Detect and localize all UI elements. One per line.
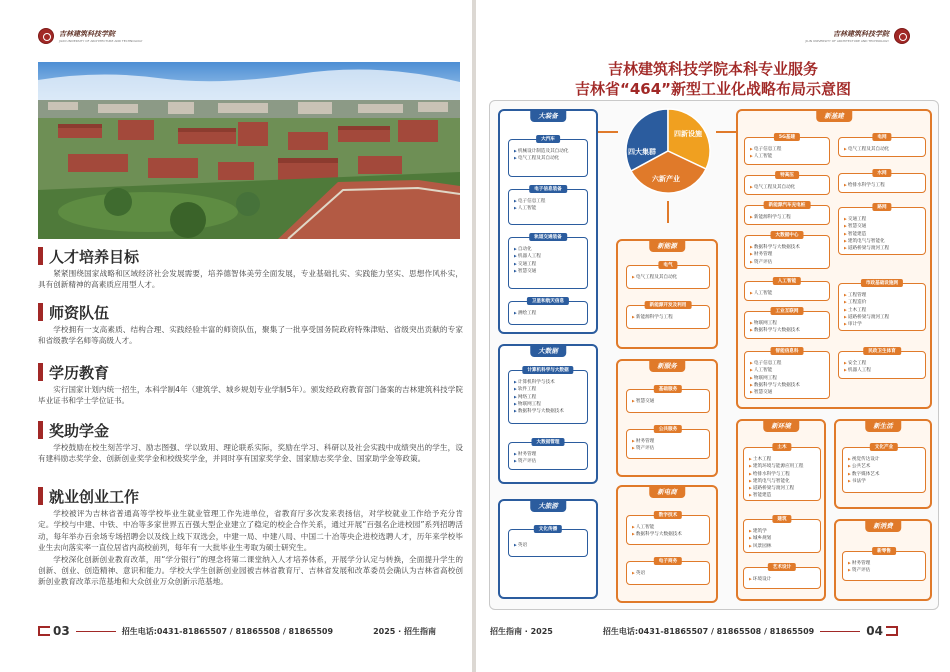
list-item: ▶ 人工智能: [632, 524, 706, 531]
list-item: ▶ 计算机科学与技术: [514, 379, 584, 386]
list-item: ▶ 道路桥梁与渡河工程: [749, 485, 817, 492]
list-item: ▶ 交通工程: [844, 216, 922, 223]
section-title: 师资队伍: [49, 303, 110, 322]
list-item: ▶ 交通工程: [514, 261, 584, 268]
col-head: 新环境: [763, 419, 799, 432]
left-footer: [38, 624, 436, 638]
group-tag: 智能信息科: [771, 347, 804, 355]
col-new-energy: [616, 239, 718, 349]
group-box: [508, 139, 588, 177]
list-item: ▶ 电气工程及其自动化: [514, 155, 584, 162]
group-tag: 水网: [872, 169, 891, 177]
list-item: ▶ 道路桥梁与渡河工程: [844, 245, 922, 252]
list-item: ▶ 智能建造: [749, 492, 817, 499]
pie-label-clusters: 四大集群: [628, 148, 656, 156]
group-box: [626, 305, 710, 329]
group-tag: 数字技术: [654, 511, 682, 519]
col-big-tourism: [498, 499, 598, 599]
group-box: [838, 351, 926, 379]
list-item: ▶ 物联网工程: [514, 401, 584, 408]
col-new-infrastructure: [736, 109, 932, 409]
list-item: ▶ 环境设计: [749, 576, 817, 583]
group-tag: 基础服务: [654, 385, 682, 393]
section-body: 学校被评为吉林省普通高等学校毕业生就业管理工作先进单位，省教育厅多次发来表扬信，对学校就业工作给予充分肯定。学校与中建、中铁、中冶等多家世界五百强大型企业建立了稳定的校企合作关系，通过开展“百强名企进校园”系列招聘活动，每年举办百余场专场招聘会以及线上线下双选会，中建一局、中建八局、中国二十冶等央企进校选聘人才，历年来学校毕业生去向落实率一直位居省内高校前列，每年有一大批毕业生考取为硕士研究生。: [38, 509, 463, 553]
list-item: ▶ 工程造价: [844, 299, 922, 306]
group-box: [743, 447, 821, 501]
section-body: 学校拥有一支高素质、结构合理、实践经验丰富的师资队伍，聚集了一批享受国务院政府特殊津贴、省级突出贡献的专家和省级教学名师等高级人才。: [38, 325, 463, 346]
col-head: 新电商: [649, 485, 685, 498]
col-new-ecommerce: [616, 485, 718, 603]
group-tag: 电子信息装备: [529, 185, 567, 193]
group-tag: 工业互联网: [771, 307, 804, 315]
right-page: [476, 0, 950, 672]
list-item: ▶ 人工智能: [750, 153, 826, 160]
list-item: ▶ 英语: [632, 570, 706, 577]
group-tag: 新零售: [872, 547, 896, 555]
footer-phone: 招生电话:0431-81865507 / 81865508 / 81865509: [602, 626, 815, 636]
col-head: 大旅游: [530, 499, 566, 512]
section-title: 奖助学金: [49, 421, 110, 440]
group-tag: 电网: [872, 133, 891, 141]
list-item: ▶ 数据科学与大数据技术: [632, 531, 706, 538]
group-box: [508, 442, 588, 470]
group-tag: 新能源开发及利用: [645, 301, 692, 309]
col-head: 新能源: [649, 239, 685, 252]
group-box: [626, 515, 710, 545]
col-head: 大装备: [530, 109, 566, 122]
pie-label-industries: 六新产业: [652, 175, 680, 183]
col-new-consumption: [834, 519, 932, 601]
list-item: ▶ 人工智能: [750, 290, 826, 297]
diagram-subtitle: 吉林省“464”新型工业化战略布局示意图: [574, 80, 852, 98]
group-box: [508, 529, 588, 557]
group-box: [744, 351, 830, 399]
list-item: ▶ 机器人工程: [514, 253, 584, 260]
header-school-name: 吉林建筑科技学院: [59, 29, 115, 38]
list-item: ▶ 审计学: [844, 321, 922, 328]
group-box: [626, 429, 710, 459]
section-education: [38, 362, 463, 407]
list-item: ▶ 土木工程: [749, 456, 817, 463]
group-box: [508, 237, 588, 289]
campus-aerial-photo: [38, 62, 460, 239]
section-body: 紧紧围绕国家战略和区域经济社会发展需要，培养德智体美劳全面发展，专业基础扎实、实践能力坚实、思想作风朴实，具有创新精神的高素质应用型人才。: [38, 269, 463, 290]
list-item: ▶ 公共艺术: [848, 463, 922, 470]
group-box: [842, 551, 926, 581]
group-tag: 民政卫生体育: [863, 347, 901, 355]
section-title: 学历教育: [49, 363, 110, 382]
list-item: ▶ 软件工程: [514, 386, 584, 393]
group-box: [744, 281, 830, 301]
list-item: ▶ 电气工程及其自动化: [632, 274, 706, 281]
list-item: ▶ 城乡规划: [749, 535, 817, 542]
list-item: ▶ 数字媒体艺术: [848, 471, 922, 478]
col-head: 新生活: [865, 419, 901, 432]
group-box: [743, 567, 821, 589]
section-body: 学校鼓励在校生刻苦学习、励志图强、学以致用、理论联系实际，奖励在学习、科研以及社会实践中成绩突出的学生，设有建科励志奖学金、创新创业奖学金和校级奖学金，并同时享有国家奖学金、国家励志奖学金、国家助学金等政策。: [38, 443, 463, 464]
list-item: ▶ 新能源科学与工程: [632, 314, 706, 321]
school-seal-icon: [38, 28, 54, 44]
group-tag: 人工智能: [773, 277, 801, 285]
group-tag: 卫星和航天信息: [527, 297, 569, 305]
group-tag: 5G基建: [774, 133, 800, 141]
list-item: ▶ 物联网工程: [750, 320, 826, 327]
section-body: 实行国家计划内统一招生，本科学制4年（建筑学、城乡规划专业学制5年）。颁发经政府教育部门备案的吉林建筑科技学院毕业证书和学士学位证书。: [38, 385, 463, 406]
list-item: ▶ 网络工程: [514, 394, 584, 401]
col-new-life: [834, 419, 932, 509]
group-tag: 艺术设计: [768, 563, 796, 571]
group-tag: 建筑: [772, 515, 791, 523]
list-item: ▶ 财务管理: [632, 438, 706, 445]
list-item: ▶ 电子信息工程: [750, 360, 826, 367]
section-talent-goal: [38, 246, 463, 291]
list-item: ▶ 道路桥梁与渡河工程: [844, 314, 922, 321]
section-scholarship: [38, 420, 463, 465]
list-item: ▶ 数据科学与大数据技术: [750, 327, 826, 334]
list-item: ▶ 数据科学与大数据技术: [514, 408, 584, 415]
group-tag: 大汽车: [536, 135, 560, 143]
list-item: ▶ 建筑学: [749, 528, 817, 535]
list-item: ▶ 物联网工程: [750, 375, 826, 382]
group-tag: 大数据管理: [532, 438, 565, 446]
group-box: [744, 175, 830, 195]
col-head: 大数据: [530, 344, 566, 357]
right-header: [805, 28, 910, 44]
group-tag: 计算机科学与大数据: [522, 366, 573, 374]
list-item: ▶ 人工智能: [514, 205, 584, 212]
group-tag: 土木: [772, 443, 791, 451]
list-item: ▶ 财务管理: [848, 560, 922, 567]
diagram-title: 吉林建筑科技学院本科专业服务: [607, 60, 818, 78]
group-box: [838, 207, 926, 255]
list-item: ▶ 数据科学与大数据技术: [750, 382, 826, 389]
connector: [598, 131, 618, 133]
group-box: [508, 370, 588, 424]
list-item: ▶ 书法学: [848, 478, 922, 485]
list-item: ▶ 智慧交通: [632, 398, 706, 405]
section-body-2: 学校深化创新创业教育改革，用“学分银行”的理念将第二课堂纳入人才培养体系，开展学分认定与转换，全面提升学生的创新、创业、创造精神、意识和能力。学校大学生创新创业园被吉林省教育厅、吉林省发展和改革委员会确认为吉林省高校创新创业教育改革示范基地和大众创业万众创新示范基地。: [38, 554, 463, 587]
group-box: [744, 311, 830, 339]
list-item: ▶ 测绘工程: [514, 310, 584, 317]
group-box: [744, 205, 830, 225]
list-item: ▶ 机器人工程: [844, 367, 922, 374]
list-item: ▶ 建筑环境与能源应用工程: [749, 463, 817, 470]
group-tag: 新能源汽车充电桩: [764, 201, 811, 209]
list-item: ▶ 资产评估: [514, 458, 584, 465]
list-item: ▶ 视觉传达设计: [848, 456, 922, 463]
page-number: 03: [53, 624, 70, 638]
list-item: ▶ 建筑电气与智能化: [749, 478, 817, 485]
section-employment: [38, 486, 463, 588]
school-seal-icon: [894, 28, 910, 44]
list-item: ▶ 电气工程及其自动化: [750, 184, 826, 191]
page-corner-icon: [38, 626, 50, 636]
list-item: ▶ 资产评估: [848, 567, 922, 574]
header-school-name: 吉林建筑科技学院: [833, 29, 889, 38]
group-tag: 市政基础设施网: [861, 279, 903, 287]
group-tag: 文化产业: [870, 443, 898, 451]
group-box: [838, 283, 926, 331]
list-item: ▶ 自动化: [514, 246, 584, 253]
page-corner-icon: [886, 626, 898, 636]
header-school-en: JILIN UNIVERSITY OF ARCHITECTURE AND TECHNOLOGY: [59, 39, 143, 43]
group-box: [842, 447, 926, 493]
pie-label-facilities: 四新设施: [674, 130, 702, 138]
list-item: ▶ 给排水科学与工程: [749, 471, 817, 478]
col-head: 新基建: [816, 109, 852, 122]
list-item: ▶ 电气工程及其自动化: [844, 146, 922, 153]
col-big-data: [498, 344, 598, 484]
footer-guide: 2025 · 招生指南: [373, 626, 436, 636]
list-item: ▶ 电子信息工程: [750, 146, 826, 153]
group-tag: 路网: [872, 203, 891, 211]
list-item: ▶ 资产评估: [632, 445, 706, 452]
group-tag: 电气: [658, 261, 677, 269]
right-footer: [490, 624, 898, 638]
connector: [716, 131, 736, 133]
group-tag: 大数据中心: [771, 231, 804, 239]
group-box: [626, 561, 710, 585]
pie-diagram: [618, 101, 718, 201]
group-box: [508, 189, 588, 225]
col-new-environment: [736, 419, 826, 601]
list-item: ▶ 给排水科学与工程: [844, 182, 922, 189]
group-tag: 文化传播: [534, 525, 562, 533]
group-box: [508, 301, 588, 325]
left-page: [0, 0, 472, 672]
group-box: [626, 389, 710, 413]
list-item: ▶ 工程管理: [844, 292, 922, 299]
list-item: ▶ 智慧交通: [750, 389, 826, 396]
group-box: [744, 235, 830, 269]
col-new-service: [616, 359, 718, 477]
group-box: [838, 137, 926, 157]
list-item: ▶ 机械设计制造及其自动化: [514, 148, 584, 155]
list-item: ▶ 新能源科学与工程: [750, 214, 826, 221]
group-box: [744, 137, 830, 165]
list-item: ▶ 财务管理: [514, 451, 584, 458]
group-tag: 电子商务: [654, 557, 682, 565]
section-title: 就业创业工作: [49, 487, 140, 506]
section-title: 人才培养目标: [49, 247, 140, 266]
col-head: 新消费: [865, 519, 901, 532]
footer-phone: 招生电话:0431-81865507 / 81865508 / 81865509: [121, 626, 334, 636]
list-item: ▶ 财务管理: [750, 251, 826, 258]
group-box: [838, 173, 926, 193]
list-item: ▶ 风景园林: [749, 543, 817, 550]
list-item: ▶ 安全工程: [844, 360, 922, 367]
group-box: [743, 519, 821, 553]
group-tag: 轨道交通装备: [529, 233, 567, 241]
list-item: ▶ 资产评估: [750, 259, 826, 266]
header-school-en: JILIN UNIVERSITY OF ARCHITECTURE AND TECHNOLOGY: [805, 39, 889, 43]
list-item: ▶ 电子信息工程: [514, 198, 584, 205]
list-item: ▶ 数据科学与大数据技术: [750, 244, 826, 251]
list-item: ▶ 建筑电气与智能化: [844, 238, 922, 245]
left-header: [38, 28, 143, 44]
page-number: 04: [866, 624, 883, 638]
connector: [667, 201, 669, 223]
diagram-panel: [489, 100, 939, 610]
list-item: ▶ 人工智能: [750, 367, 826, 374]
list-item: ▶ 土木工程: [844, 307, 922, 314]
footer-guide: 招生指南 · 2025: [490, 626, 553, 636]
section-faculty: [38, 302, 463, 347]
list-item: ▶ 智能建造: [844, 231, 922, 238]
group-box: [626, 265, 710, 289]
group-tag: 公共服务: [654, 425, 682, 433]
list-item: ▶ 英语: [514, 542, 584, 549]
list-item: ▶ 智慧交通: [514, 268, 584, 275]
col-big-equipment: [498, 109, 598, 334]
group-tag: 特高压: [775, 171, 799, 179]
col-head: 新服务: [649, 359, 685, 372]
list-item: ▶ 智慧交通: [844, 223, 922, 230]
